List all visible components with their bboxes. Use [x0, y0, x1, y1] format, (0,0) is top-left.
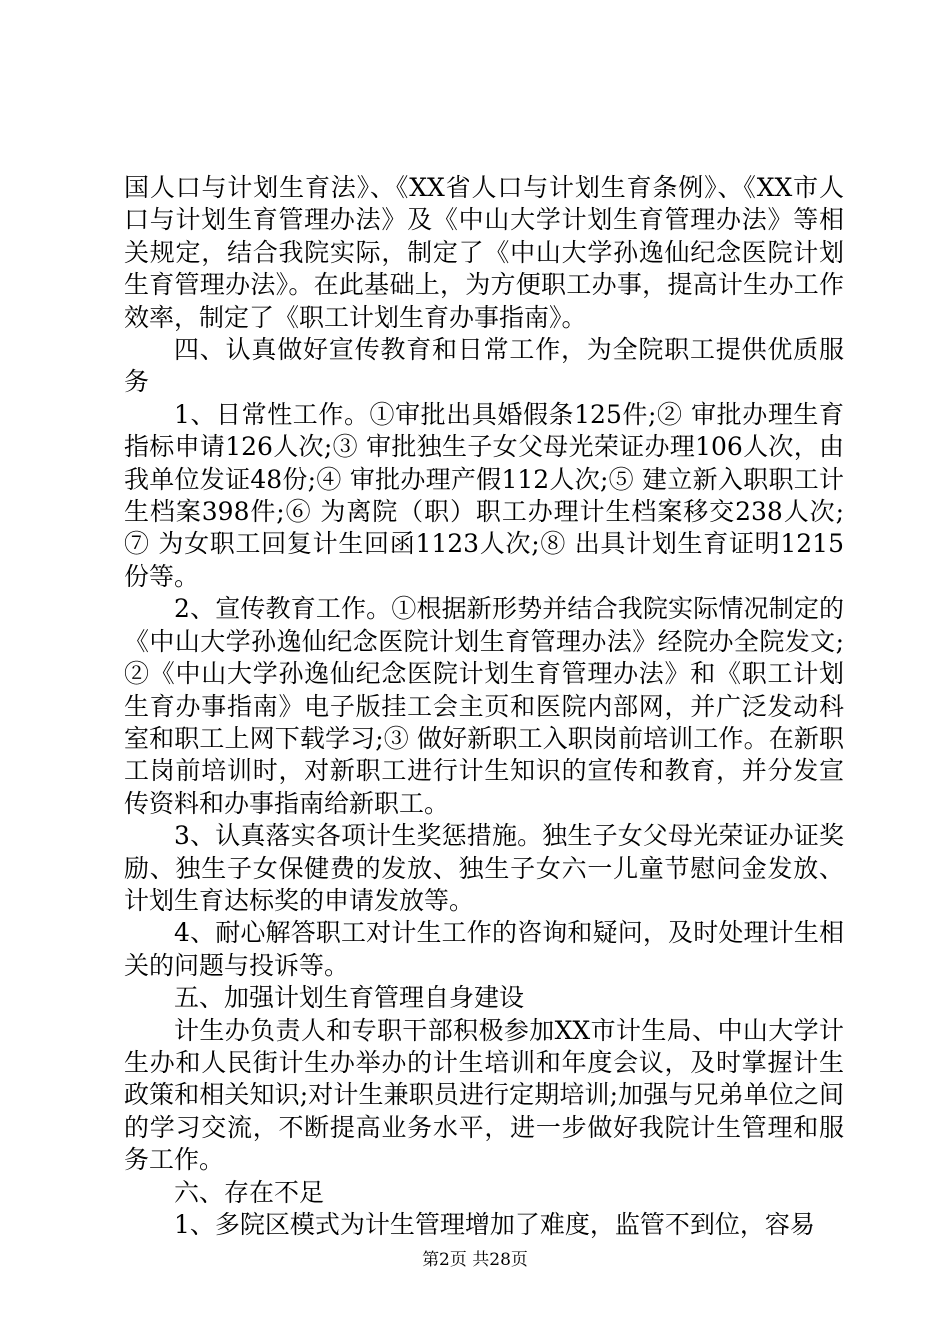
section-heading-6: 六、存在不足: [174, 1177, 325, 1207]
document-body: [124, 172, 844, 1241]
paragraph: 3、认真落实各项计生奖惩措施。独生子女父母光荣证办证奖励、独生子女保健费的发放、独生子女六一儿童节慰问金发放、计划生育达标奖的申请发放等。: [124, 821, 844, 915]
paragraph: 1、多院区模式为计生管理增加了难度，监管不到位，容易: [174, 1210, 815, 1239]
paragraph: 2、宣传教育工作。①根据新形势并结合我院实际情况制定的《中山大学孙逸仙纪念医院计划生育管理办法》经院办全院发文;②《中山大学孙逸仙纪念医院计划生育管理办法》和《职工计划生育办事指南》电子版挂工会主页和医院内部网，并广泛发动科室和职工上网下载学习;③ 做好新职工入职岗前培训工作。在新职工岗前培训时，对新职工进行计生知识的宣传和教育，并分发宣传资料和办事指南给新职工。: [124, 594, 844, 818]
page-footer: [0, 1250, 950, 1270]
page-number-label: 第2页 共28页: [422, 1250, 528, 1270]
section-heading-4: 四、认真做好宣传教育和日常工作，为全院职工提供优质服务: [124, 335, 844, 397]
paragraph: 计生办负责人和专职干部积极参加XX市计生局、中山大学计生办和人民街计生办举办的计生培训和年度会议，及时掌握计生政策和相关知识;对计生兼职员进行定期培训;加强与兄弟单位之间的学习交流，不断提高业务水平，进一步做好我院计生管理和服务工作。: [124, 1015, 844, 1175]
paragraph: 1、日常性工作。①审批出具婚假条125件;② 审批办理生育指标申请126人次;③ 审批独生子女父母光荣证办理106人次，由我单位发证48份;④ 审批办理产假112人次;⑤ 建立新入职职工计生档案398件;⑥ 为离院（职）职工办理计生档案移交238人次;⑦ 为女职工回复计生回函1123人次;⑧ 出具计划生育证明1215份等。: [124, 399, 844, 591]
section-heading-5: 五、加强计划生育管理自身建设: [174, 983, 525, 1013]
paragraph: 国人口与计划生育法》、《XX省人口与计划生育条例》、《XX市人口与计划生育管理办法》及《中山大学计划生育管理办法》等相关规定，结合我院实际，制定了《中山大学孙逸仙纪念医院计划生育管理办法》。在此基础上，为方便职工办事，提高计生办工作效率，制定了《职工计划生育办事指南》。: [124, 173, 844, 332]
paragraph: 4、耐心解答职工对计生工作的咨询和疑问，及时处理计生相关的问题与投诉等。: [124, 918, 844, 980]
